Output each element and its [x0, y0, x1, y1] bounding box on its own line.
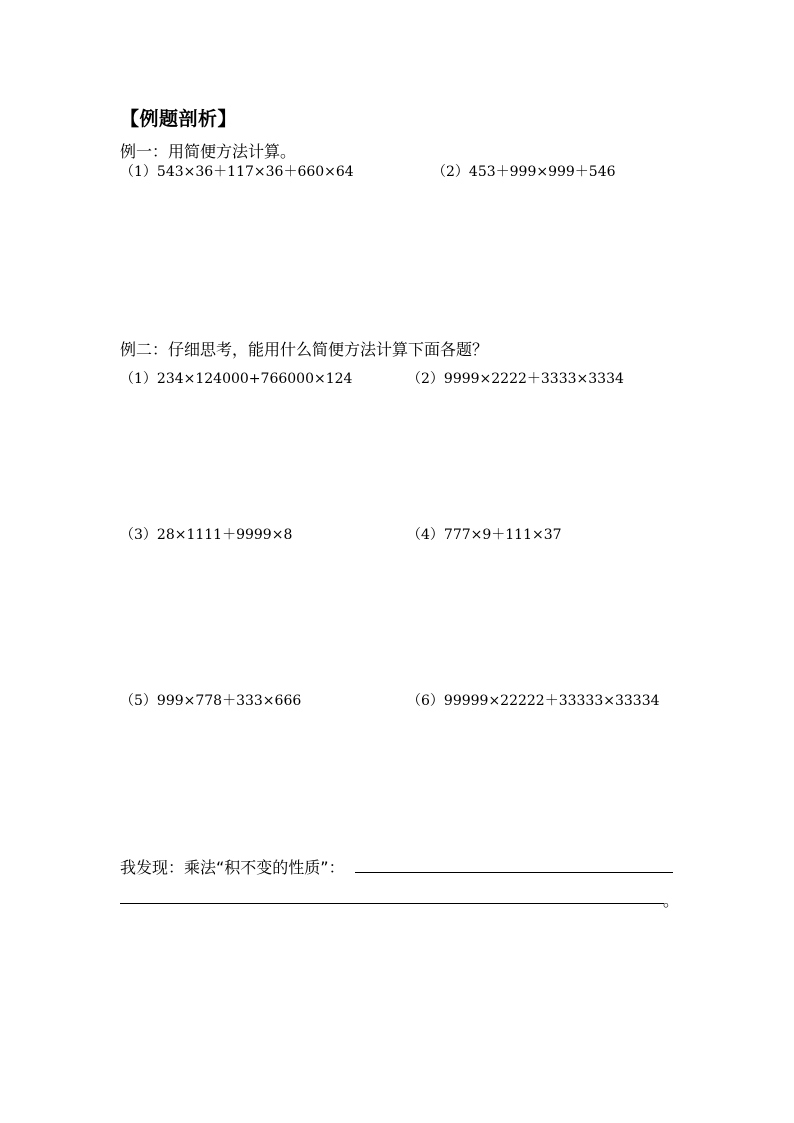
example-2-intro: 例二：仔细思考，能用什么简便方法计算下面各题？	[120, 340, 489, 359]
example-1-problem-1: （1）543×36＋117×36＋660×64	[120, 164, 354, 180]
answer-blank-line-1	[355, 872, 673, 873]
discovery-label: 我发现：乘法“积不变的性质”：	[120, 858, 345, 877]
end-mark: 。	[663, 891, 680, 910]
example-2-problem-3: （3）28×1111＋9999×8	[120, 527, 293, 543]
example-2-problem-6: （6）99999×22222＋33333×33334	[407, 693, 660, 709]
example-2-problem-1: （1）234×124000+766000×124	[120, 371, 353, 387]
example-2-problem-2: （2）9999×2222＋3333×3334	[407, 371, 624, 387]
example-2-problem-4: （4）777×9＋111×37	[407, 527, 562, 543]
example-2-problem-5: （5）999×778＋333×666	[120, 693, 302, 709]
example-1-problem-2: （2）453＋999×999＋546	[432, 164, 616, 180]
section-heading: 【例题剖析】	[120, 108, 238, 130]
example-1-intro: 例一：用简便方法计算。	[120, 142, 297, 161]
answer-blank-line-2	[120, 903, 664, 904]
